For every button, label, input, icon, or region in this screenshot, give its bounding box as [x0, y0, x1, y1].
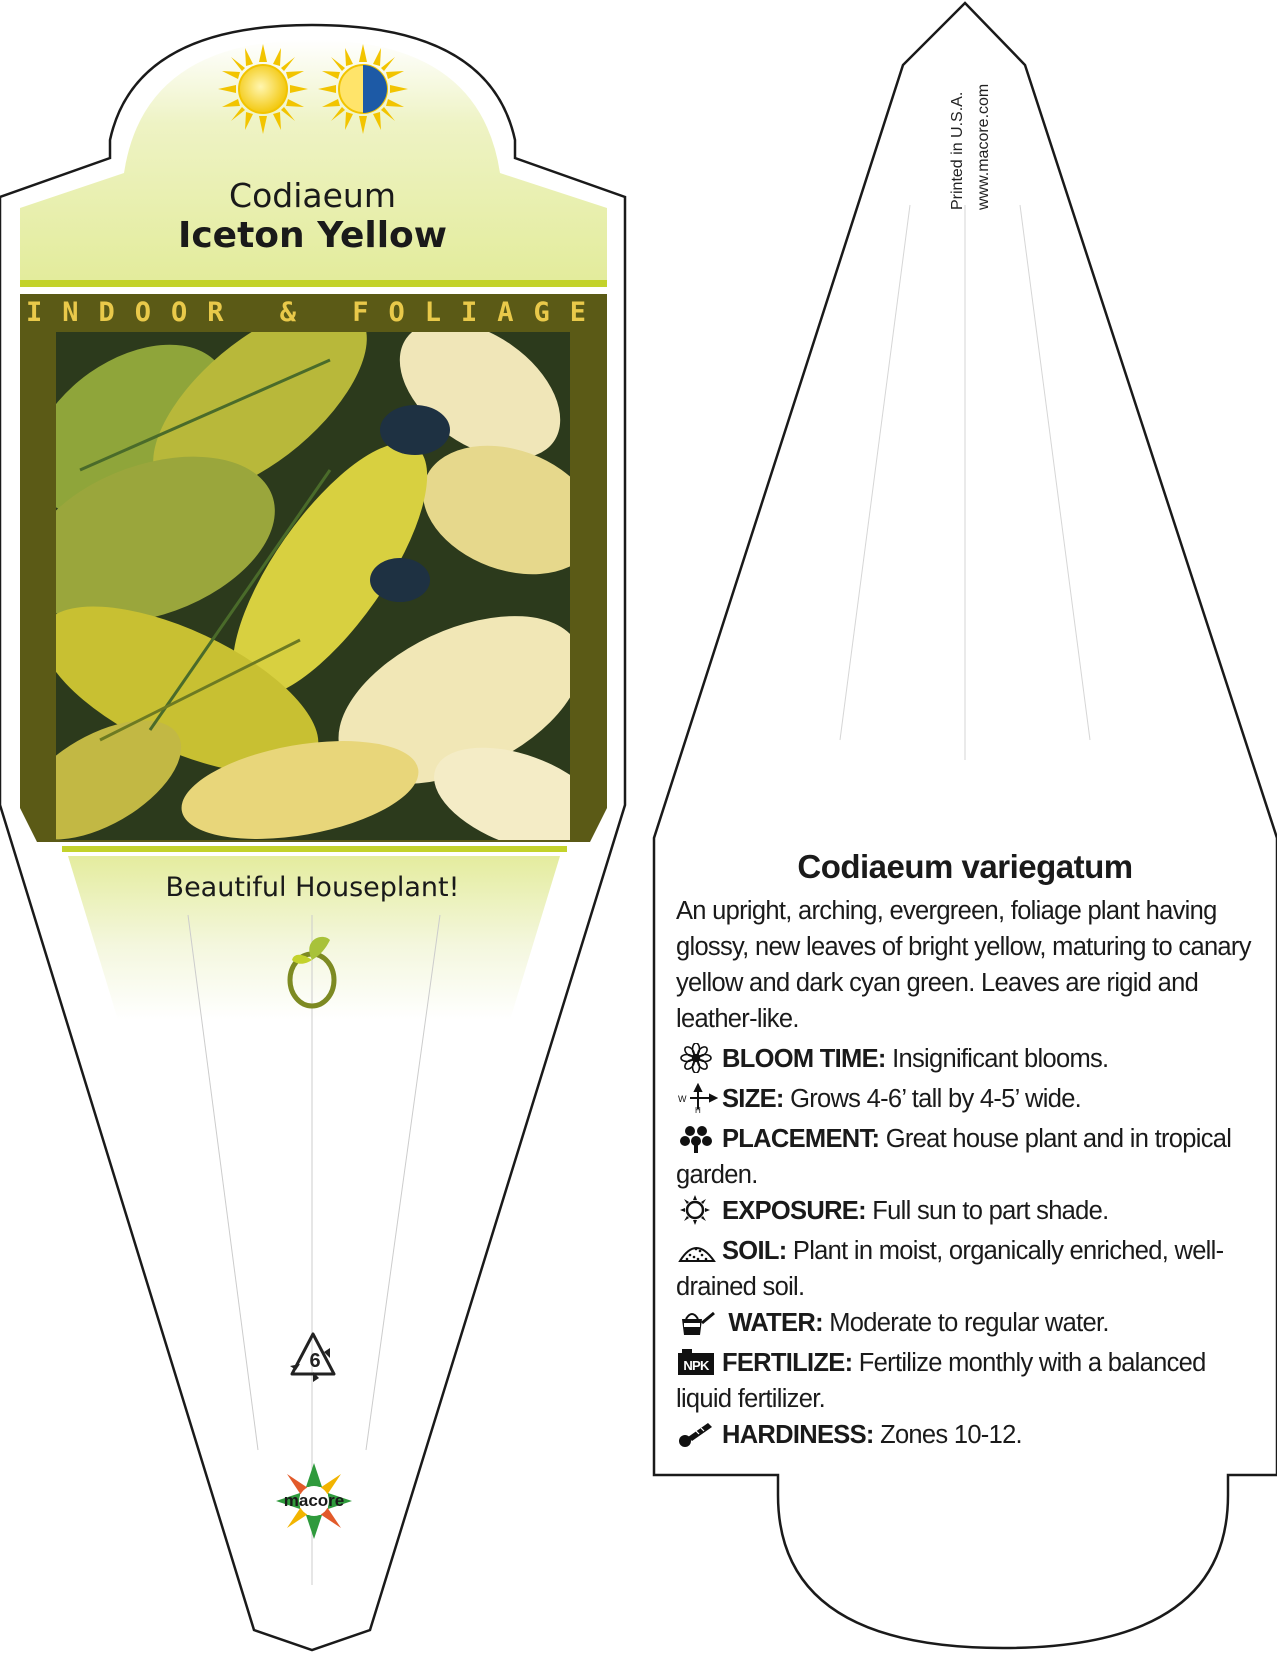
care-label: EXPOSURE:	[722, 1197, 866, 1225]
care-label: SIZE:	[722, 1085, 784, 1113]
care-text: Zones 10-12.	[880, 1421, 1022, 1449]
care-label: FERTILIZE:	[722, 1349, 853, 1377]
svg-text:H: H	[695, 1106, 701, 1113]
care-label: PLACEMENT:	[722, 1125, 880, 1153]
plant-genus: Codiaeum	[229, 176, 396, 215]
care-text: Fertilize monthly with a balanced liquid fertilizer.	[676, 1349, 1206, 1413]
soil-icon	[676, 1235, 718, 1265]
care-text: Great house plant and in tropical garden.	[676, 1125, 1232, 1189]
care-row-fertilize	[676, 1345, 1256, 1417]
care-text: Insignificant blooms.	[892, 1045, 1109, 1073]
npk-icon	[676, 1347, 718, 1377]
size-icon	[676, 1083, 718, 1113]
botanical-name: Codiaeum variegatum	[797, 848, 1133, 885]
watering-can-icon	[676, 1307, 718, 1337]
tagline: Beautiful Houseplant!	[165, 872, 460, 903]
sun-icon	[676, 1195, 718, 1225]
recycle-code: 6	[309, 1350, 321, 1372]
care-label: SOIL:	[722, 1237, 787, 1265]
category-banner: INDOOR & FOLIAGE	[25, 297, 607, 328]
care-text: Plant in moist, organically enriched, well-drained soil.	[676, 1237, 1224, 1301]
care-text: Full sun to part shade.	[872, 1197, 1109, 1225]
thermometer-icon	[676, 1419, 718, 1449]
printed-in-label: Printed in U.S.A.	[949, 91, 966, 210]
part-shade-icon	[318, 44, 408, 134]
care-row-bloom	[676, 1041, 1256, 1077]
flower-icon	[676, 1043, 718, 1073]
svg-text:W: W	[678, 1094, 686, 1104]
website-label: www.macore.com	[975, 83, 992, 210]
care-label: BLOOM TIME:	[722, 1045, 886, 1073]
care-label: WATER:	[728, 1309, 823, 1337]
care-row-exposure	[676, 1193, 1256, 1229]
brand-name: macore	[283, 1491, 345, 1510]
care-row-soil	[676, 1233, 1256, 1305]
svg-text:NPK: NPK	[683, 1358, 709, 1373]
care-row-placement	[676, 1121, 1256, 1193]
plant-photo	[0, 270, 620, 873]
care-row-size	[676, 1081, 1256, 1117]
care-row-hardiness	[676, 1417, 1256, 1453]
care-text: Grows 4-6’ tall by 4-5’ wide.	[790, 1085, 1082, 1113]
plant-description: An upright, arching, evergreen, foliage plant having glossy, new leaves of bright yellow, maturing to canary yellow and dark cyan green. Leaves are rigid and leather-like.	[676, 897, 1251, 1033]
care-label: HARDINESS:	[722, 1421, 874, 1449]
plant-cultivar: Iceton Yellow	[177, 215, 448, 256]
imprint	[905, 40, 1035, 220]
placement-icon	[676, 1123, 718, 1153]
full-sun-icon	[218, 44, 308, 134]
care-text: Moderate to regular water.	[829, 1309, 1109, 1337]
care-row-water	[676, 1305, 1256, 1341]
seedling-icon	[282, 930, 342, 1010]
